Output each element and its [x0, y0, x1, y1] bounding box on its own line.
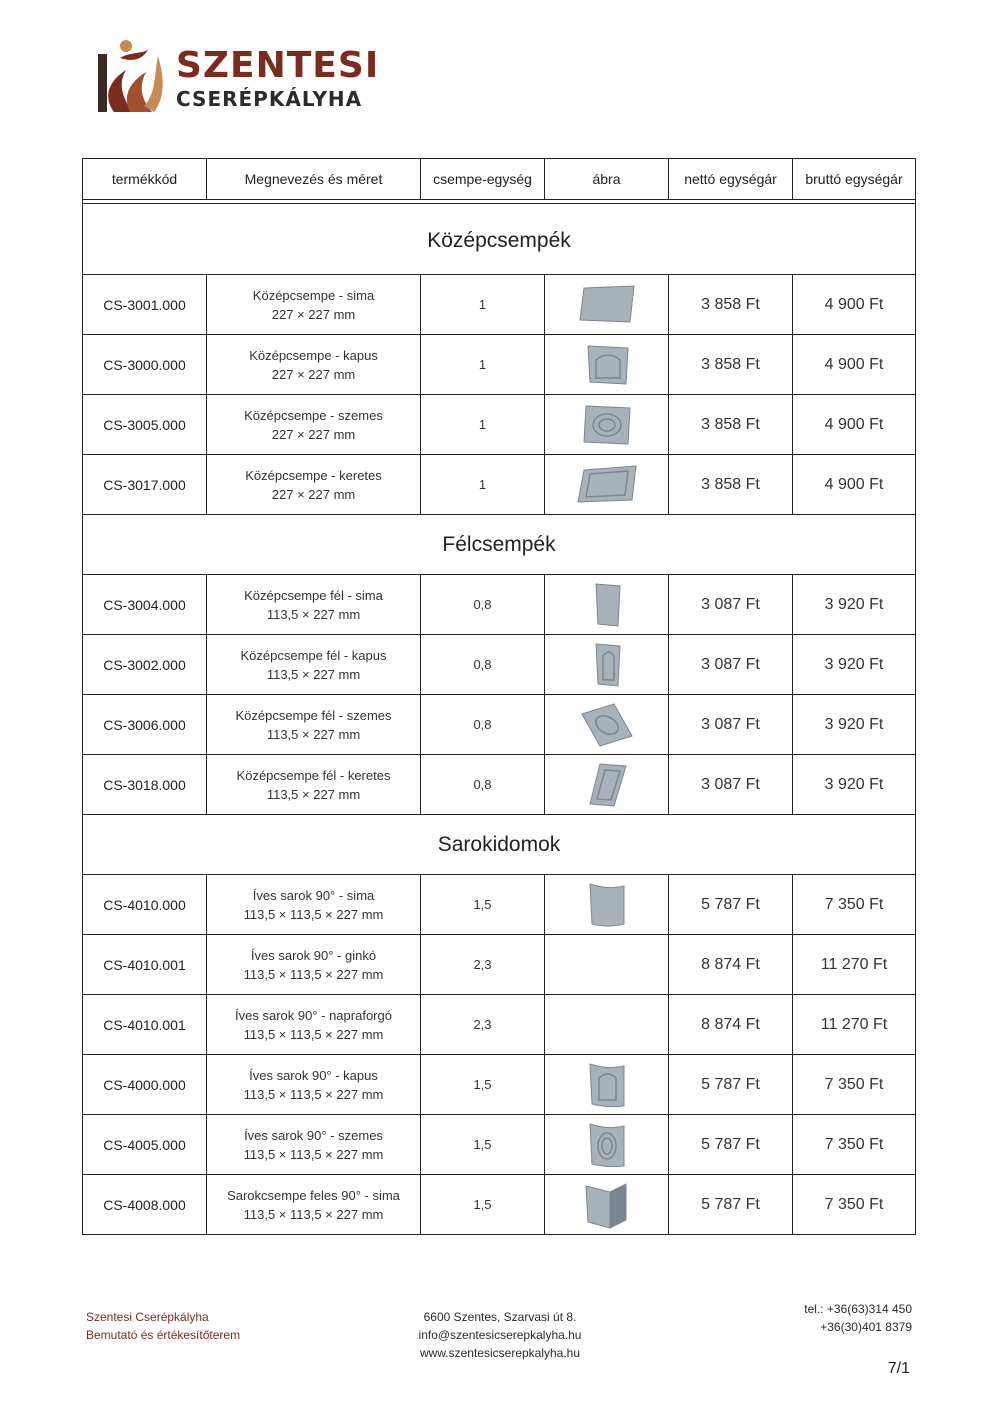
product-code: CS-3000.000 — [83, 335, 207, 395]
product-size: 113,5 × 113,5 × 227 mm — [243, 906, 384, 922]
gross-price: 7 350 Ft — [793, 1055, 916, 1115]
product-name: Középcsempe fél - sima — [244, 587, 383, 603]
product-name-cell — [207, 995, 421, 1055]
price-table — [82, 158, 916, 1235]
product-size: 113,5 × 113,5 × 227 mm — [243, 1206, 384, 1222]
footer-website[interactable]: www.szentesicserepkalyha.hu — [419, 1346, 581, 1360]
product-size: 113,5 × 227 mm — [266, 786, 361, 802]
table-header-row — [83, 159, 916, 200]
flame-logo-icon — [96, 36, 166, 116]
gross-price: 7 350 Ft — [793, 1115, 916, 1175]
product-picture — [545, 335, 669, 395]
product-name-cell — [207, 695, 421, 755]
net-price: 5 787 Ft — [669, 1175, 793, 1235]
table-row — [83, 1055, 916, 1115]
tile-unit: 1 — [421, 395, 545, 455]
column-header-code: termékkód — [83, 159, 207, 200]
product-name-cell — [207, 635, 421, 695]
table-row — [83, 995, 916, 1055]
net-price: 3 858 Ft — [669, 395, 793, 455]
table-row — [83, 1115, 916, 1175]
product-name: Középcsempe fél - szemes — [235, 707, 392, 723]
tile-unit: 1,5 — [421, 1115, 545, 1175]
net-price: 3 858 Ft — [669, 455, 793, 515]
gross-price: 3 920 Ft — [793, 575, 916, 635]
product-name: Középcsempe fél - keretes — [236, 767, 391, 783]
section-row — [83, 815, 916, 875]
product-code: CS-3018.000 — [83, 755, 207, 815]
footer-phone-1: tel.: +36(63)314 450 — [804, 1302, 912, 1316]
section-title: Középcsempék — [83, 204, 916, 275]
product-code: CS-4005.000 — [83, 1115, 207, 1175]
net-price: 5 787 Ft — [669, 1115, 793, 1175]
net-price: 8 874 Ft — [669, 995, 793, 1055]
product-size: 113,5 × 113,5 × 227 mm — [243, 1086, 384, 1102]
product-picture — [545, 275, 669, 335]
product-code: CS-4008.000 — [83, 1175, 207, 1235]
net-price: 5 787 Ft — [669, 875, 793, 935]
gross-price: 4 900 Ft — [793, 275, 916, 335]
tile-unit: 0,8 — [421, 575, 545, 635]
net-price: 3 087 Ft — [669, 695, 793, 755]
product-picture — [545, 935, 669, 995]
product-name-cell — [207, 875, 421, 935]
product-picture — [545, 1055, 669, 1115]
footer-contact — [400, 1308, 600, 1362]
section-title: Félcsempék — [83, 515, 916, 575]
product-code: CS-3006.000 — [83, 695, 207, 755]
half-tile-framed-icon — [574, 760, 640, 810]
product-size: 113,5 × 113,5 × 227 mm — [243, 1146, 384, 1162]
section-row — [83, 204, 916, 275]
corner-half-plain-icon — [574, 1180, 640, 1230]
tile-unit: 1,5 — [421, 875, 545, 935]
page-number: 7/1 — [887, 1360, 910, 1377]
product-code: CS-4010.001 — [83, 995, 207, 1055]
table-row — [83, 755, 916, 815]
corner-curved-arch-icon — [574, 1060, 640, 1110]
product-code: CS-4010.000 — [83, 875, 207, 935]
half-tile-arch-icon — [574, 640, 640, 690]
product-name: Sarokcsempe feles 90° - sima — [227, 1187, 400, 1203]
tile-unit: 1 — [421, 275, 545, 335]
gross-price: 4 900 Ft — [793, 455, 916, 515]
product-code: CS-3004.000 — [83, 575, 207, 635]
column-header-unit: csempe-egység — [421, 159, 545, 200]
footer-address: 6600 Szentes, Szarvasi út 8. — [423, 1310, 577, 1324]
tile-plain-icon — [574, 280, 640, 330]
table-row — [83, 695, 916, 755]
gross-price: 3 920 Ft — [793, 755, 916, 815]
tile-arch-icon — [574, 340, 640, 390]
footer-company-name: Szentesi Cserépkályha — [86, 1310, 209, 1324]
footer-phone-2: +36(30)401 8379 — [820, 1320, 912, 1334]
tile-unit: 2,3 — [421, 935, 545, 995]
product-size: 227 × 227 mm — [271, 366, 356, 382]
table-row — [83, 1175, 916, 1235]
net-price: 3 087 Ft — [669, 575, 793, 635]
gross-price: 7 350 Ft — [793, 875, 916, 935]
tile-unit: 2,3 — [421, 995, 545, 1055]
product-name-cell — [207, 455, 421, 515]
footer-phones — [770, 1300, 912, 1336]
gross-price: 3 920 Ft — [793, 695, 916, 755]
column-header-net-price: nettó egységár — [669, 159, 793, 200]
product-name-cell — [207, 935, 421, 995]
product-picture — [545, 455, 669, 515]
product-name: Középcsempe - szemes — [244, 407, 383, 423]
product-picture — [545, 875, 669, 935]
product-name: Középcsempe - sima — [252, 287, 375, 303]
product-picture — [545, 995, 669, 1055]
column-header-picture: ábra — [545, 159, 669, 200]
footer-company-desc: Bemutató és értékesítőterem — [86, 1328, 241, 1342]
product-picture — [545, 1175, 669, 1235]
company-logo — [96, 36, 396, 118]
corner-curved-oval-icon — [574, 1120, 640, 1170]
product-name: Középcsempe - keretes — [245, 467, 382, 483]
net-price: 3 858 Ft — [669, 335, 793, 395]
column-header-gross-price: bruttó egységár — [793, 159, 916, 200]
product-picture — [545, 1115, 669, 1175]
net-price: 5 787 Ft — [669, 1055, 793, 1115]
tile-unit: 1 — [421, 455, 545, 515]
product-name: Íves sarok 90° - napraforgó — [235, 1007, 392, 1023]
gross-price: 3 920 Ft — [793, 635, 916, 695]
gross-price: 11 270 Ft — [793, 995, 916, 1055]
product-picture — [545, 635, 669, 695]
product-name-cell — [207, 575, 421, 635]
product-picture — [545, 755, 669, 815]
product-code: CS-4010.001 — [83, 935, 207, 995]
brand-subtitle: CSERÉPKÁLYHA — [176, 87, 363, 111]
tile-unit: 1 — [421, 335, 545, 395]
product-name-cell — [207, 1055, 421, 1115]
table-row — [83, 395, 916, 455]
product-size: 113,5 × 227 mm — [266, 726, 361, 742]
footer-email[interactable]: info@szentesicserepkalyha.hu — [418, 1328, 582, 1342]
product-size: 113,5 × 227 mm — [266, 666, 361, 682]
product-name: Íves sarok 90° - ginkó — [250, 947, 377, 963]
product-size: 227 × 227 mm — [271, 426, 356, 442]
product-size: 227 × 227 mm — [271, 486, 356, 502]
table-row — [83, 455, 916, 515]
gross-price: 11 270 Ft — [793, 935, 916, 995]
section-title: Sarokidomok — [83, 815, 916, 875]
tile-unit: 0,8 — [421, 695, 545, 755]
product-name: Íves sarok 90° - szemes — [244, 1127, 383, 1143]
section-row — [83, 515, 916, 575]
net-price: 3 087 Ft — [669, 635, 793, 695]
product-size: 113,5 × 113,5 × 227 mm — [243, 966, 384, 982]
product-name: Középcsempe fél - kapus — [240, 647, 387, 663]
net-price: 8 874 Ft — [669, 935, 793, 995]
product-size: 113,5 × 113,5 × 227 mm — [243, 1026, 384, 1042]
product-name: Íves sarok 90° - sima — [252, 887, 375, 903]
table-row — [83, 935, 916, 995]
tile-unit: 1,5 — [421, 1175, 545, 1235]
table-row — [83, 275, 916, 335]
footer-company — [86, 1308, 240, 1344]
tile-unit: 1,5 — [421, 1055, 545, 1115]
tile-framed-icon — [574, 460, 640, 510]
product-picture — [545, 395, 669, 455]
table-row — [83, 635, 916, 695]
net-price: 3 858 Ft — [669, 275, 793, 335]
gross-price: 4 900 Ft — [793, 395, 916, 455]
product-code: CS-3002.000 — [83, 635, 207, 695]
product-size: 227 × 227 mm — [271, 306, 356, 322]
brand-name: SZENTESI — [176, 45, 380, 86]
product-name-cell — [207, 395, 421, 455]
table-row — [83, 335, 916, 395]
product-picture — [545, 575, 669, 635]
net-price: 3 087 Ft — [669, 755, 793, 815]
product-picture — [545, 695, 669, 755]
product-name-cell — [207, 1115, 421, 1175]
product-name: Középcsempe - kapus — [249, 347, 378, 363]
product-name-cell — [207, 335, 421, 395]
product-name: Íves sarok 90° - kapus — [249, 1067, 378, 1083]
product-size: 113,5 × 227 mm — [266, 606, 361, 622]
corner-curved-plain-icon — [574, 880, 640, 930]
column-header-name: Megnevezés és méret — [207, 159, 421, 200]
product-name-cell — [207, 275, 421, 335]
product-name-cell — [207, 755, 421, 815]
product-name-cell — [207, 1175, 421, 1235]
tile-oval-icon — [574, 400, 640, 450]
gross-price: 7 350 Ft — [793, 1175, 916, 1235]
product-code: CS-4000.000 — [83, 1055, 207, 1115]
tile-unit: 0,8 — [421, 755, 545, 815]
table-row — [83, 575, 916, 635]
table-row — [83, 875, 916, 935]
half-tile-oval-icon — [574, 700, 640, 750]
gross-price: 4 900 Ft — [793, 335, 916, 395]
half-tile-plain-icon — [574, 580, 640, 630]
tile-unit: 0,8 — [421, 635, 545, 695]
product-code: CS-3001.000 — [83, 275, 207, 335]
product-code: CS-3017.000 — [83, 455, 207, 515]
product-code: CS-3005.000 — [83, 395, 207, 455]
